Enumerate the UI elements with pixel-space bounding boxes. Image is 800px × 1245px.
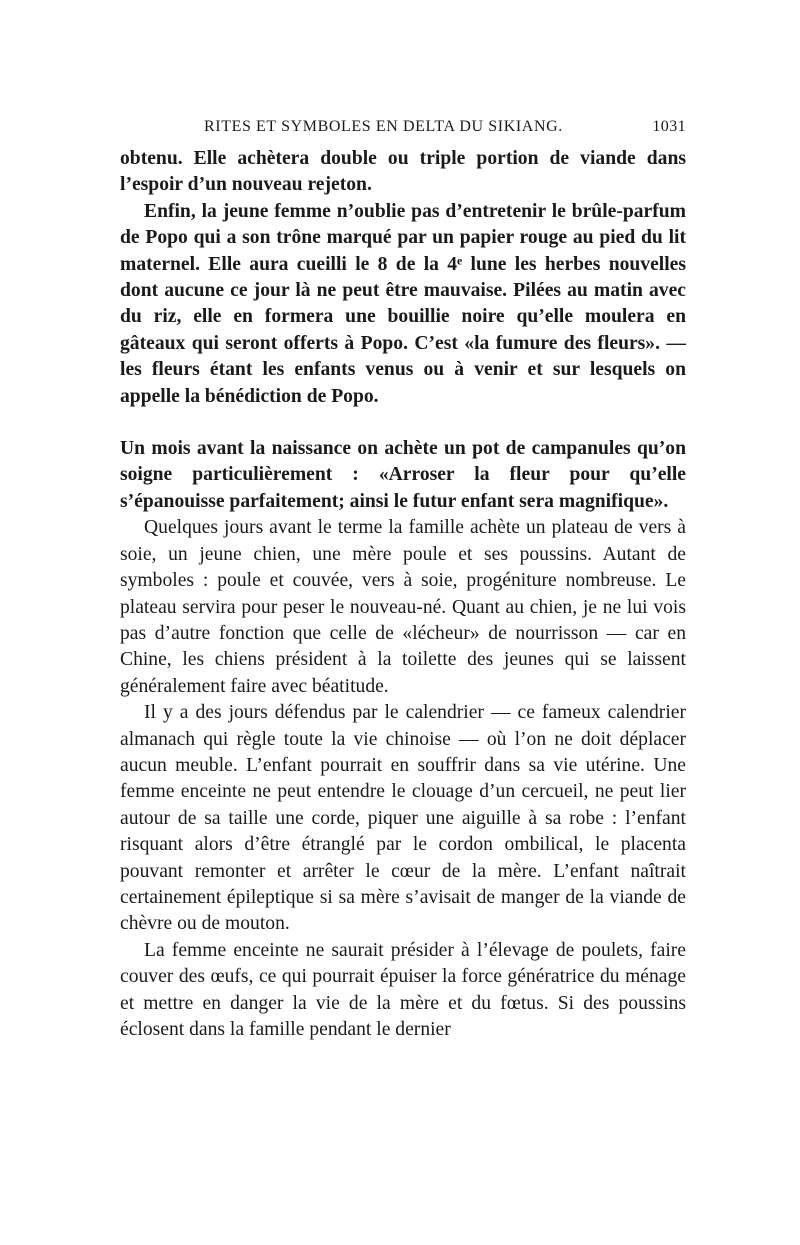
running-header <box>120 118 686 136</box>
section-break <box>120 410 686 436</box>
page-number: 1031 <box>652 118 686 135</box>
paragraph-continuation: obtenu. Elle achètera double ou triple portion de viande dans l’espoir d’un nouveau rejeton. <box>120 148 686 196</box>
paragraph-femme-enceinte: La femme enceinte ne saurait présider à l’élevage de poulets, faire couver des œufs, ce qui pourrait épuiser la force génératrice du ménage et mettre en danger la vie de la mère et du fœtus. Si des poussins éclosent dans la famille pendant le dernier <box>120 939 686 1040</box>
paragraph-campanules: Un mois avant la naissance on achète un pot de campanules qu’on soigne particulièrement : «Arroser la fleur pour qu’elle s’épanouisse parfaitement; ainsi le futur enfant sera magnifique». <box>120 438 686 512</box>
paragraph-brule-parfum: Enfin, la jeune femme n’oublie pas d’entretenir le brûle-parfum de Popo qui a son trône marqué par un papier rouge au pied du lit maternel. Elle aura cueilli le 8 de la 4ᵉ lune les herbes nouvelles dont aucune ce jour là ne peut être mauvaise. Pilées au matin avec du riz, elle en formera une bouillie noire qu’elle moulera en gâteaux qui seront offerts à Popo. C’est «la fumure des fleurs». — les fleurs étant les enfants venus ou à venir et sur lesquels on appelle la bénédiction de Popo. <box>120 200 686 407</box>
paragraph-jours-defendus: Il y a des jours défendus par le calendrier — ce fameux calendrier almanach qui règle toute la vie chinoise — où l’on ne doit déplacer aucun meuble. L’enfant pourrait en souffrir dans sa vie utérine. Une femme enceinte ne peut entendre le clouage d’un cercueil, ne peut lier autour de sa taille une corde, piquer une aiguille à sa robe : l’enfant risquant alors d’être étranglé par le cordon ombilical, le placenta pouvant remonter et arrêter le cœur de la mère. L’enfant naîtrait certainement épileptique si sa mère s’avisait de manger de la viande de chèvre ou de mouton. <box>120 702 686 935</box>
paragraph-symboles: Quelques jours avant le terme la famille achète un plateau de vers à soie, un jeune chien, une mère poule et ses poussins. Autant de symboles : poule et couvée, vers à soie, progéniture nombreuse. Le plateau servira pour peser le nouveau-né. Quant au chien, je ne lui vois pas d’autre fonction que celle de «lécheur» de nourrisson — car en Chine, les chiens président à la toilette des jeunes qui se laissent généralement faire avec béatitude. <box>120 517 686 697</box>
book-page <box>120 118 686 1043</box>
running-title: RITES ET SYMBOLES EN DELTA DU SIKIANG. <box>204 118 563 135</box>
